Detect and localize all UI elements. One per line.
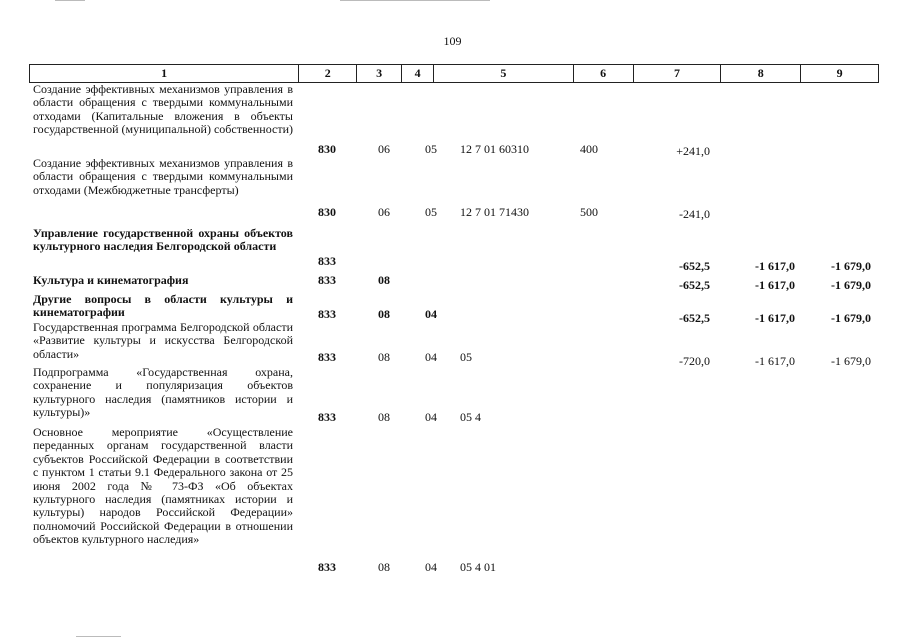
row-description: Подпрограмма «Государственная охрана, сохранение и популяризация объектов культурного наследия (памятников истории и культуры)» — [33, 365, 293, 420]
cell-value-7: -720,0 — [679, 354, 710, 368]
page-number: 109 — [443, 34, 462, 48]
cell-value-8: -1 617,0 — [755, 278, 795, 292]
cell-value-8: -1 617,0 — [755, 354, 795, 368]
cell-code-2: 830 — [318, 205, 336, 219]
cell-value-7: -652,5 — [679, 311, 710, 325]
cell-code-2: 833 — [318, 273, 336, 287]
cell-value-9: -1 679,0 — [831, 278, 871, 292]
row-description: Культура и кинематография — [33, 273, 189, 287]
header-col-7: 7 — [634, 65, 722, 82]
cell-code-6: 400 — [580, 142, 598, 156]
scan-artifact-bottom-left — [76, 636, 121, 637]
cell-code-2: 833 — [318, 410, 336, 424]
header-col-4: 4 — [402, 65, 434, 82]
cell-code-2: 833 — [318, 350, 336, 364]
cell-code-2: 833 — [318, 254, 336, 268]
scan-artifact-top-center — [340, 0, 490, 1]
header-col-9: 9 — [836, 66, 843, 80]
cell-value-9: -1 679,0 — [831, 311, 871, 325]
cell-code-3: 08 — [378, 273, 390, 287]
cell-code-4: 05 — [425, 205, 437, 219]
cell-code-3: 08 — [378, 307, 390, 321]
cell-value-9: -1 679,0 — [831, 354, 871, 368]
cell-code-6: 500 — [580, 205, 598, 219]
cell-value-7: +241,0 — [676, 144, 710, 158]
row-description: Другие вопросы в области культуры и кинематографии — [33, 292, 293, 320]
cell-code-2: 833 — [318, 560, 336, 574]
cell-code-4: 04 — [425, 410, 437, 424]
cell-code-5: 12 7 01 60310 — [460, 142, 529, 156]
cell-value-7: -241,0 — [679, 207, 710, 221]
cell-code-3: 06 — [378, 205, 390, 219]
cell-code-2: 830 — [318, 142, 336, 156]
cell-code-5: 12 7 01 71430 — [460, 205, 529, 219]
header-col-1: 1 — [30, 65, 299, 82]
cell-value-8: -1 617,0 — [755, 311, 795, 325]
cell-code-3: 06 — [378, 142, 390, 156]
row-description: Создание эффективных механизмов управления в области обращения с твердыми коммунальными отходами (Межбюджетные трансферты) — [33, 156, 293, 197]
cell-code-5: 05 — [460, 350, 472, 364]
cell-code-2: 833 — [318, 307, 336, 321]
cell-value-9: -1 679,0 — [831, 259, 871, 273]
header-col-8: 8 — [721, 65, 801, 82]
header-col-3: 3 — [357, 65, 402, 82]
header-col-5: 5 — [434, 65, 574, 82]
cell-value-8: -1 617,0 — [755, 259, 795, 273]
scan-artifact-top-left — [55, 0, 85, 1]
row-description: Государственная программа Белгородской области «Развитие культуры и искусства Белгородской области» — [33, 320, 293, 361]
table-header — [29, 64, 879, 83]
cell-code-3: 08 — [378, 350, 390, 364]
cell-code-4: 05 — [425, 142, 437, 156]
cell-value-7: -652,5 — [679, 278, 710, 292]
cell-code-3: 08 — [378, 410, 390, 424]
cell-code-5: 05 4 01 — [460, 560, 496, 574]
header-col-6: 6 — [574, 65, 634, 82]
cell-code-3: 08 — [378, 560, 390, 574]
cell-code-4: 04 — [425, 350, 437, 364]
cell-code-4: 04 — [425, 560, 437, 574]
header-col-2: 2 — [299, 65, 357, 82]
row-description: Создание эффективных механизмов управления в области обращения с твердыми коммунальными отходами (Капитальные вложения в объекты государственной (муниципальной) собственности) — [33, 82, 294, 137]
row-description: Основное мероприятие «Осуществление переданных органам государственной власти субъектов Российской Федерации в соответствии с пунктом 1 статьи 9.1 Федерального закона от 25 июня 2002 года № 73-ФЗ «Об объектах культурного наследия (памятниках истории и культуры) народов Российской Федерации» полномочий Российской Федерации в отношении объектов культурного наследия» — [33, 425, 293, 547]
cell-code-4: 04 — [425, 307, 437, 321]
cell-code-5: 05 4 — [460, 410, 481, 424]
cell-value-7: -652,5 — [679, 259, 710, 273]
row-description: Управление государственной охраны объектов культурного наследия Белгородской области — [33, 226, 293, 254]
